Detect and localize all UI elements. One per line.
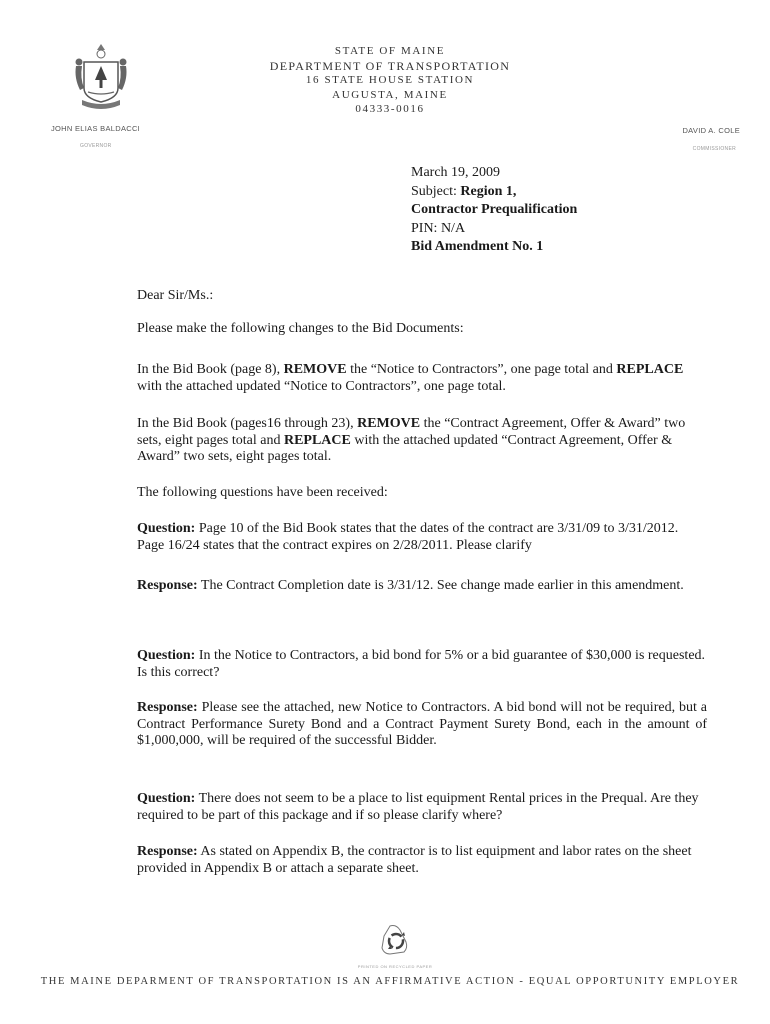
- change2-replace: REPLACE: [283, 432, 351, 448]
- response-3-label: Response:: [137, 844, 198, 859]
- letter-date: March 19, 2009: [411, 165, 501, 180]
- change1-post: with the attached updated “Notice to Contractors”, one page total.: [137, 378, 506, 394]
- change2-pre: In the Bid Book (pages16 through 23),: [137, 416, 358, 431]
- salutation: Dear Sir/Ms.:: [137, 288, 214, 303]
- subject-title: Contractor Prequalification: [411, 202, 578, 217]
- response-1: [137, 578, 707, 595]
- footer-eeo-statement: THE MAINE DEPARMENT OF TRANSPORTATION IS AN AFFIRMATIVE ACTION - EQUAL OPPORTUNITY EMPLOYER: [40, 976, 740, 987]
- agency-state: STATE OF MAINE: [334, 45, 446, 57]
- question-2-label: Question:: [137, 648, 196, 663]
- question-1-text: Page 10 of the Bid Book states that the dates of the contract are 3/31/09 to 3/31/2012. Page 16/24 states that the contract expires on 2/28/2011. Please clarify: [137, 521, 679, 553]
- response-1-text: The Contract Completion date is 3/31/12. See change made earlier in this amendment.: [197, 578, 684, 593]
- subject-region: Region 1,: [460, 183, 517, 199]
- response-1-label: Response:: [137, 578, 198, 593]
- questions-intro: The following questions have been received:: [137, 485, 388, 500]
- agency-city: AUGUSTA, MAINE: [332, 88, 448, 101]
- governor-title: GOVERNOR: [80, 143, 112, 149]
- intro-paragraph: Please make the following changes to the Bid Documents:: [137, 321, 464, 336]
- maine-state-seal-icon: [70, 42, 132, 110]
- agency-address: [240, 44, 540, 117]
- commissioner-title: COMMISSIONER: [692, 146, 736, 152]
- change2-remove: REMOVE: [357, 416, 421, 431]
- change1-replace: REPLACE: [616, 362, 684, 377]
- subject-label: Subject:: [411, 183, 457, 199]
- change1-mid: the “Notice to Contractors”, one page total and: [346, 362, 617, 377]
- change1-remove: REMOVE: [283, 362, 347, 377]
- response-2-label: Response:: [137, 700, 198, 715]
- commissioner-name: DAVID A. COLE: [682, 126, 740, 135]
- question-2-text: In the Notice to Contractors, a bid bond for 5% or a bid guarantee of $30,000 is requested. Is this correct?: [137, 648, 706, 680]
- agency-station: 16 STATE HOUSE STATION: [305, 74, 475, 86]
- pin-line: PIN: N/A: [411, 220, 466, 236]
- change-paragraph-2: [137, 416, 707, 466]
- change1-pre: In the Bid Book (page 8),: [137, 362, 284, 377]
- response-2-text: Please see the attached, new Notice to Contractors. A bid bond will not be required, but a Contract Performance Surety Bond and a Contract Payment Surety Bond, each in the amount of $1,000,000, will be required of the successful Bidder.: [137, 700, 707, 748]
- subject-line: [411, 183, 577, 202]
- response-3-text: As stated on Appendix B, the contractor is to list equipment and labor rates on the sheet provided in Appendix B or attach a separate sheet.: [137, 844, 692, 876]
- response-2: [137, 700, 707, 750]
- printed-on-recycled-paper: PRINTED ON RECYCLED PAPER: [357, 964, 433, 969]
- memo-header: [411, 164, 577, 257]
- agency-zip: 04333-0016: [355, 103, 425, 115]
- question-1-label: Question:: [137, 521, 196, 536]
- change2-mid: the “Contract Agreement, Offer & Award” two sets, eight pages total and: [137, 416, 686, 448]
- change-paragraph-1: [137, 362, 707, 395]
- question-3: [137, 791, 707, 824]
- question-3-text: There does not seem to be a place to list equipment Rental prices in the Prequal. Are they required to be part of this package and if so please clarify where?: [137, 791, 699, 823]
- response-3: [137, 844, 707, 877]
- recycle-logo-icon: [378, 922, 414, 958]
- question-3-label: Question:: [137, 791, 196, 806]
- agency-department: DEPARTMENT OF TRANSPORTATION: [269, 58, 511, 73]
- amendment-number: Bid Amendment No. 1: [411, 239, 544, 254]
- governor-name: JOHN ELIAS BALDACCI: [51, 124, 141, 133]
- question-2: [137, 648, 707, 681]
- change2-post: with the attached updated “Contract Agreement, Offer & Award” two sets, eight pages total.: [137, 432, 673, 464]
- question-1: [137, 521, 707, 554]
